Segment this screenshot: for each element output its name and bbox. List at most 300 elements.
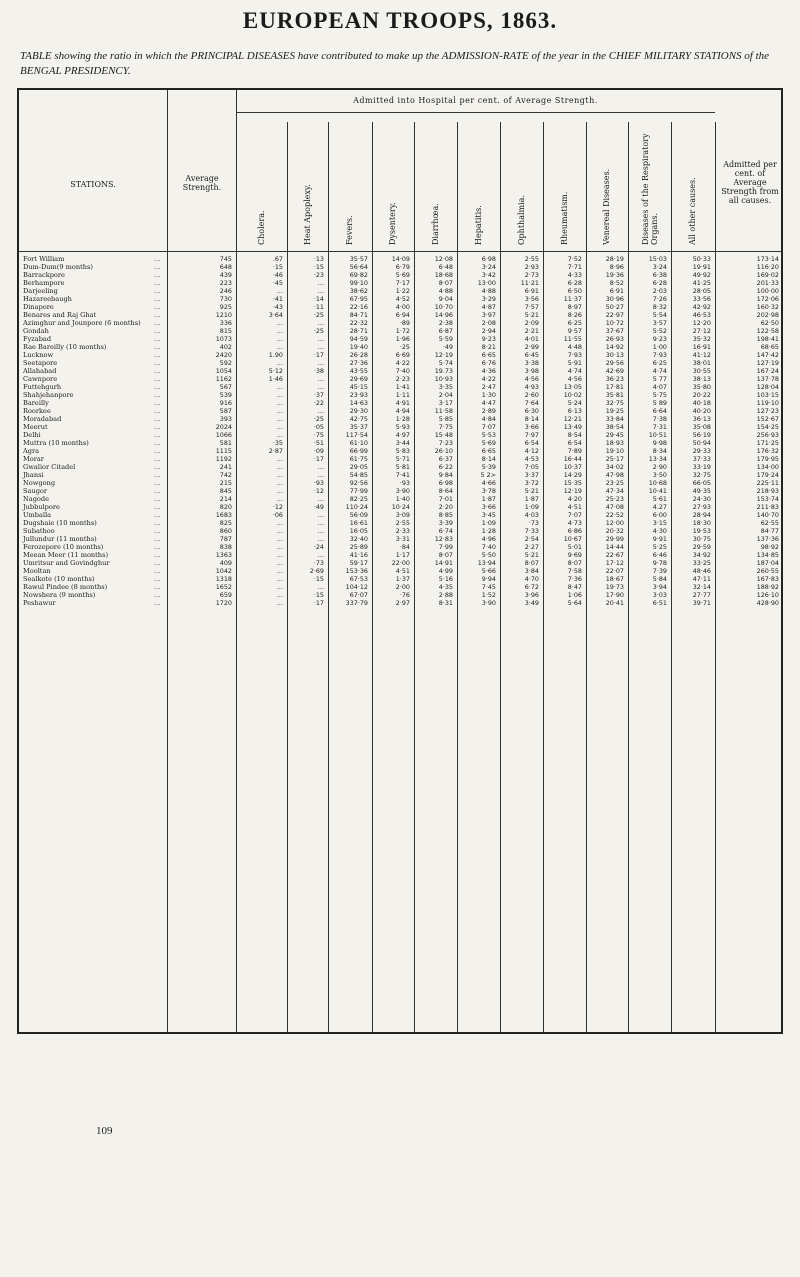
table-cell: 6·65 — [481, 351, 496, 359]
table-cell: 14·91 — [434, 559, 453, 567]
table-cell: 35·37 — [349, 423, 368, 431]
table-cell: 215 — [219, 479, 232, 487]
table-cell: … — [317, 583, 324, 591]
table-cell: 18·93 — [605, 439, 624, 447]
table-cell: 1·37 — [395, 575, 410, 583]
table-cell: 1·11 — [395, 391, 410, 399]
table-cell: ·38 — [313, 367, 324, 375]
table-cell: 7·75 — [438, 423, 453, 431]
total-admitted-header: Admitted per cent. of Average Strength from all causes. — [721, 160, 779, 205]
table-cell: … — [317, 359, 324, 367]
table-cell: 179·24 — [756, 471, 779, 479]
leader-dots: … — [154, 279, 161, 287]
table-cell: 2·03 — [652, 287, 667, 295]
table-cell: 179·95 — [756, 455, 779, 463]
table-cell: 13·34 — [648, 455, 667, 463]
table-cell: 35·80 — [692, 383, 711, 391]
table-cell: 33·56 — [692, 295, 711, 303]
table-cell: 29·59 — [692, 543, 711, 551]
table-cell: 117·54 — [345, 431, 368, 439]
leader-dots: … — [154, 343, 161, 351]
station-name: Delhi — [23, 431, 41, 439]
table-cell: 13·94 — [477, 559, 496, 567]
column-rule — [328, 122, 329, 1032]
table-cell: 46·53 — [692, 311, 711, 319]
table-cell: ·15 — [313, 591, 324, 599]
table-cell: ·15 — [272, 263, 283, 271]
table-cell: 5·52 — [652, 327, 667, 335]
table-cell: 4·74 — [567, 367, 582, 375]
table-cell: 5·54 — [652, 311, 667, 319]
table-cell: 3·17 — [438, 399, 453, 407]
table-cell: 2·87 — [268, 447, 283, 455]
table-cell: … — [276, 575, 283, 583]
table-cell: 119·10 — [756, 399, 779, 407]
table-cell: 202·98 — [756, 311, 779, 319]
table-cell: 4·70 — [524, 575, 539, 583]
leader-dots: … — [154, 519, 161, 527]
table-cell: … — [276, 391, 283, 399]
table-cell: 1·28 — [395, 415, 410, 423]
table-cell: 35·08 — [692, 423, 711, 431]
table-cell: 7·31 — [652, 423, 667, 431]
table-cell: 8·54 — [567, 431, 582, 439]
table-cell: 12·20 — [692, 319, 711, 327]
table-cell: 2·88 — [438, 591, 453, 599]
table-cell: 172·06 — [756, 295, 779, 303]
table-cell: 225·11 — [756, 479, 779, 487]
table-cell: 7·71 — [567, 263, 582, 271]
station-name: Benares and Raj Ghat — [23, 311, 97, 319]
table-cell: 2·20 — [438, 503, 453, 511]
leader-dots: … — [154, 287, 161, 295]
table-cell: 69·82 — [349, 271, 368, 279]
leader-dots: … — [154, 423, 161, 431]
table-cell: 16·05 — [349, 527, 368, 535]
table-cell: 9·23 — [652, 335, 667, 343]
station-name: Nowshera (9 months) — [23, 591, 96, 599]
table-cell: 8·47 — [567, 583, 582, 591]
table-cell: 154·25 — [756, 423, 779, 431]
station-name: Agra — [23, 447, 40, 455]
table-cell: 6·94 — [395, 311, 410, 319]
table-cell: 9·04 — [438, 295, 453, 303]
table-cell: 28·71 — [349, 327, 368, 335]
table-cell: .67 — [272, 255, 283, 263]
table-cell: 2·08 — [481, 319, 496, 327]
leader-dots: … — [154, 303, 161, 311]
disease-header-2: Heat Apoplexy. — [302, 184, 312, 245]
table-cell: … — [276, 463, 283, 471]
table-cell: 3·90 — [481, 599, 496, 607]
leader-dots: … — [154, 487, 161, 495]
table-cell: ·43 — [272, 303, 283, 311]
leader-dots: … — [154, 503, 161, 511]
table-cell: 925 — [219, 303, 232, 311]
table-cell: 47·08 — [605, 503, 624, 511]
table-cell: ·49 — [313, 503, 324, 511]
table-cell: 4·88 — [438, 287, 453, 295]
table-cell: 4·47 — [481, 399, 496, 407]
table-cell: 16·61 — [349, 519, 368, 527]
table-cell: 11·21 — [520, 279, 539, 287]
table-cell: ·22 — [313, 399, 324, 407]
table-cell: 337·79 — [345, 599, 368, 607]
table-cell: 7·93 — [652, 351, 667, 359]
table-cell: 8·07 — [567, 559, 582, 567]
column-rule — [167, 90, 168, 1032]
table-cell: 77·99 — [349, 487, 368, 495]
table-cell: 1·41 — [395, 383, 410, 391]
table-cell: 5·12 — [268, 367, 283, 375]
table-cell: 35·57 — [349, 255, 368, 263]
table-cell: … — [276, 591, 283, 599]
table-cell: 6·98 — [481, 255, 496, 263]
table-cell: 9·23 — [481, 335, 496, 343]
table-cell: 5·24 — [567, 399, 582, 407]
table-cell: 42·69 — [605, 367, 624, 375]
table-cell: 409 — [219, 559, 232, 567]
table-cell: 20·22 — [692, 391, 711, 399]
table-cell: 2·99 — [524, 343, 539, 351]
table-cell: ·93 — [399, 479, 410, 487]
table-cell: 37·33 — [692, 455, 711, 463]
table-cell: 4·91 — [395, 399, 410, 407]
column-rule — [586, 122, 587, 1032]
leader-dots: … — [154, 551, 161, 559]
leader-dots: … — [154, 263, 161, 271]
leader-dots: … — [154, 335, 161, 343]
table-cell: 127·19 — [756, 359, 779, 367]
table-cell: 9·84 — [438, 471, 453, 479]
table-cell: 12·00 — [605, 519, 624, 527]
table-cell: 1318 — [215, 575, 232, 583]
table-cell: 4·07 — [652, 383, 667, 391]
station-name: Fort William — [23, 255, 65, 263]
table-cell: 47·34 — [605, 487, 624, 495]
column-rule — [671, 122, 672, 1032]
table-cell: 35·32 — [692, 335, 711, 343]
table-cell: 825 — [219, 519, 232, 527]
table-cell: … — [317, 527, 324, 535]
table-cell: … — [317, 375, 324, 383]
table-cell: 1·46 — [268, 375, 283, 383]
table-cell: 40·18 — [692, 399, 711, 407]
table-cell: 2024 — [215, 423, 232, 431]
table-cell: 36·23 — [605, 375, 624, 383]
station-name: Shahjehanpore — [23, 391, 74, 399]
column-rule — [628, 122, 629, 1032]
table-cell: 1683 — [215, 511, 232, 519]
table-cell: 9·78 — [652, 559, 667, 567]
table-cell: 167·83 — [756, 575, 779, 583]
table-cell: 3·15 — [652, 519, 667, 527]
page-title: EUROPEAN TROOPS, 1863. — [242, 8, 558, 33]
table-cell: 7·36 — [567, 575, 582, 583]
table-cell: 5·85 — [438, 415, 453, 423]
table-cell: ·73 — [528, 519, 539, 527]
leader-dots: … — [154, 407, 161, 415]
station-name: Ferozepore (10 months) — [23, 543, 104, 551]
table-cell: 6·22 — [438, 463, 453, 471]
table-cell: 128·04 — [756, 383, 779, 391]
table-cell: ·25 — [313, 311, 324, 319]
table-cell: ·25 — [313, 327, 324, 335]
table-cell: ·14 — [313, 295, 324, 303]
leader-dots: … — [154, 319, 161, 327]
table-cell: 4·20 — [567, 495, 582, 503]
table-cell: 22·32 — [349, 319, 368, 327]
table-cell: 41·25 — [692, 279, 711, 287]
table-cell: 38·62 — [349, 287, 368, 295]
leader-dots: … — [154, 311, 161, 319]
average-strength-header: Average Strength. — [182, 174, 222, 192]
leader-dots: … — [154, 415, 161, 423]
table-cell: ·23 — [313, 271, 324, 279]
table-cell: 36·13 — [692, 415, 711, 423]
table-cell: 4·22 — [481, 375, 496, 383]
station-name: Umballa — [23, 511, 52, 519]
table-cell: 22·52 — [605, 511, 624, 519]
table-cell: 336 — [219, 319, 232, 327]
table-cell: 14·44 — [605, 543, 624, 551]
table-cell: … — [276, 319, 283, 327]
table-cell: 10·72 — [605, 319, 624, 327]
table-cell: 13·49 — [563, 423, 582, 431]
leader-dots: … — [154, 383, 161, 391]
leader-dots: … — [154, 295, 161, 303]
table-cell: 22·00 — [391, 559, 410, 567]
table-cell: 29·45 — [605, 431, 624, 439]
table-cell: 94·59 — [349, 335, 368, 343]
table-cell: … — [317, 279, 324, 287]
table-cell: 2·54 — [524, 535, 539, 543]
table-cell: ·93 — [313, 479, 324, 487]
table-cell: 8·14 — [524, 415, 539, 423]
table-cell: 820 — [219, 503, 232, 511]
table-cell: 47·11 — [692, 575, 711, 583]
table-cell: ·45 — [272, 279, 283, 287]
table-cell: 29·56 — [605, 359, 624, 367]
table-cell: … — [276, 599, 283, 607]
table-cell: 38·13 — [692, 375, 711, 383]
table-cell: 127·23 — [756, 407, 779, 415]
table-cell: 84·71 — [349, 311, 368, 319]
station-name: Jhansi — [23, 471, 44, 479]
table-cell: 5·21 — [524, 487, 539, 495]
table-cell: ·37 — [313, 391, 324, 399]
station-name: Rawul Pindee (8 months) — [23, 583, 108, 591]
table-cell: … — [276, 487, 283, 495]
table-cell: 19·91 — [692, 263, 711, 271]
group-header-rule — [236, 112, 715, 113]
table-cell: 246 — [219, 287, 232, 295]
table-cell: 15·35 — [563, 479, 582, 487]
table-cell: 1066 — [215, 431, 232, 439]
table-cell: 4·87 — [481, 303, 496, 311]
table-cell: 4·52 — [395, 295, 410, 303]
table-cell: 62·50 — [760, 319, 779, 327]
table-cell: 4·48 — [567, 343, 582, 351]
disease-header-8: Rheumatism. — [559, 191, 569, 245]
table-cell: 67·07 — [349, 591, 368, 599]
table-cell: 10·70 — [434, 303, 453, 311]
leader-dots: … — [154, 399, 161, 407]
table-cell: … — [317, 287, 324, 295]
table-cell: 4·51 — [567, 503, 582, 511]
table-cell: 7·01 — [438, 495, 453, 503]
table-cell: 201·33 — [756, 279, 779, 287]
table-cell: 6·86 — [567, 527, 582, 535]
table-cell: 5·21 — [524, 311, 539, 319]
table-cell: 15·48 — [434, 431, 453, 439]
table-cell: 815 — [219, 327, 232, 335]
table-cell: … — [317, 471, 324, 479]
table-cell: 5·69 — [395, 271, 410, 279]
table-cell: 6·64 — [652, 407, 667, 415]
table-cell: 3·37 — [524, 471, 539, 479]
station-name: Jullundur (11 months) — [23, 535, 97, 543]
table-cell: 1192 — [215, 455, 232, 463]
table-cell: 8·34 — [652, 447, 667, 455]
table-cell: 54·85 — [349, 471, 368, 479]
table-cell: ·09 — [313, 447, 324, 455]
table-cell: ·17 — [313, 351, 324, 359]
table-cell: 567 — [219, 383, 232, 391]
table-cell: 6·87 — [438, 327, 453, 335]
table-cell: 61·75 — [349, 455, 368, 463]
table-cell: 4·56 — [567, 375, 582, 383]
table-cell: 27·12 — [692, 327, 711, 335]
table-cell: 29·30 — [349, 407, 368, 415]
table-cell: ·51 — [313, 439, 324, 447]
table-cell: 1042 — [215, 567, 232, 575]
table-cell: 14·09 — [391, 255, 410, 263]
leader-dots: … — [154, 351, 161, 359]
table-cell: 12·83 — [434, 535, 453, 543]
table-cell: 28·94 — [692, 511, 711, 519]
table-cell: 3·31 — [395, 535, 410, 543]
table-cell: 32·14 — [692, 583, 711, 591]
table-cell: 82·25 — [349, 495, 368, 503]
table-cell: 2·23 — [395, 375, 410, 383]
table-cell: 25·23 — [605, 495, 624, 503]
table-cell: 218·93 — [756, 487, 779, 495]
disease-header-9: Venereal Diseases. — [602, 168, 611, 245]
table-cell: … — [317, 319, 324, 327]
table-cell: … — [317, 407, 324, 415]
table-cell: 10·37 — [563, 463, 582, 471]
station-name: Meerut — [23, 423, 48, 431]
table-cell: 6·51 — [652, 599, 667, 607]
table-cell: 35·81 — [605, 391, 624, 399]
table-cell: 3·78 — [481, 487, 496, 495]
table-cell: 5·64 — [567, 599, 582, 607]
table-cell: 256·93 — [756, 431, 779, 439]
table-cell: … — [276, 567, 283, 575]
table-cell: 11·58 — [434, 407, 453, 415]
table-cell: … — [317, 551, 324, 559]
table-cell: … — [317, 383, 324, 391]
table-cell: 66·05 — [692, 479, 711, 487]
table-cell: 26·93 — [605, 335, 624, 343]
table-cell: 3·50 — [652, 471, 667, 479]
column-rule — [457, 122, 458, 1032]
table-cell: ·15 — [313, 263, 324, 271]
table-cell: 241 — [219, 463, 232, 471]
table-cell: 7·89 — [567, 447, 582, 455]
table-cell: 12·21 — [563, 415, 582, 423]
table-cell: 12·08 — [434, 255, 453, 263]
table-cell: 5·25 — [652, 543, 667, 551]
table-cell: … — [276, 399, 283, 407]
table-cell: 14·92 — [605, 343, 624, 351]
leader-dots: … — [154, 327, 161, 335]
table-cell: 22·97 — [605, 311, 624, 319]
table-cell: 5·39 — [481, 463, 496, 471]
station-name: Peshawur — [23, 599, 56, 607]
table-cell: 1210 — [215, 311, 232, 319]
leader-dots: … — [154, 511, 161, 519]
table-cell: 7·52 — [567, 255, 582, 263]
table-cell: ·46 — [272, 271, 283, 279]
leader-dots: … — [154, 439, 161, 447]
table-cell: … — [276, 495, 283, 503]
table-cell: 916 — [219, 399, 232, 407]
table-cell: ·76 — [399, 591, 410, 599]
table-cell: 3·24 — [481, 263, 496, 271]
table-cell: 5·91 — [567, 359, 582, 367]
disease-header-10: Diseases of the Respiratory Organs. — [640, 133, 659, 245]
column-rule — [236, 90, 237, 1032]
table-cell: 5·53 — [481, 431, 496, 439]
table-cell: 17·90 — [605, 591, 624, 599]
table-cell: 6·91 — [524, 287, 539, 295]
table-cell: 539 — [219, 391, 232, 399]
table-cell: 6·25 — [567, 319, 582, 327]
table-cell: 84·77 — [760, 527, 779, 535]
table-cell: 9·94 — [481, 575, 496, 583]
table-cell: 4·74 — [652, 367, 667, 375]
table-cell: ·25 — [399, 343, 410, 351]
table-cell: 2·47 — [481, 383, 496, 391]
table-cell: 34·92 — [692, 551, 711, 559]
table-cell: … — [276, 327, 283, 335]
statistics-table — [17, 88, 783, 1034]
table-cell: 103·15 — [756, 391, 779, 399]
leader-dots: … — [154, 471, 161, 479]
table-cell: 122·58 — [756, 327, 779, 335]
table-cell: 19·40 — [349, 343, 368, 351]
table-cell: 6·48 — [438, 263, 453, 271]
column-rule — [414, 122, 415, 1032]
table-cell: 67·53 — [349, 575, 368, 583]
leader-dots: … — [154, 255, 161, 263]
table-cell: 3·29 — [481, 295, 496, 303]
table-cell: 6·46 — [652, 551, 667, 559]
table-cell: … — [317, 519, 324, 527]
station-name: Meean Meer (11 months) — [23, 551, 109, 559]
table-cell: 2·21 — [524, 327, 539, 335]
table-cell: 8·07 — [438, 279, 453, 287]
table-cell: 3·49 — [524, 599, 539, 607]
table-cell: 1073 — [215, 335, 232, 343]
table-cell: 2·60 — [524, 391, 539, 399]
station-name: Sealkote (10 months) — [23, 575, 95, 583]
station-name: Nagode — [23, 495, 50, 503]
table-cell: 4·30 — [652, 527, 667, 535]
table-cell: 4·01 — [524, 335, 539, 343]
